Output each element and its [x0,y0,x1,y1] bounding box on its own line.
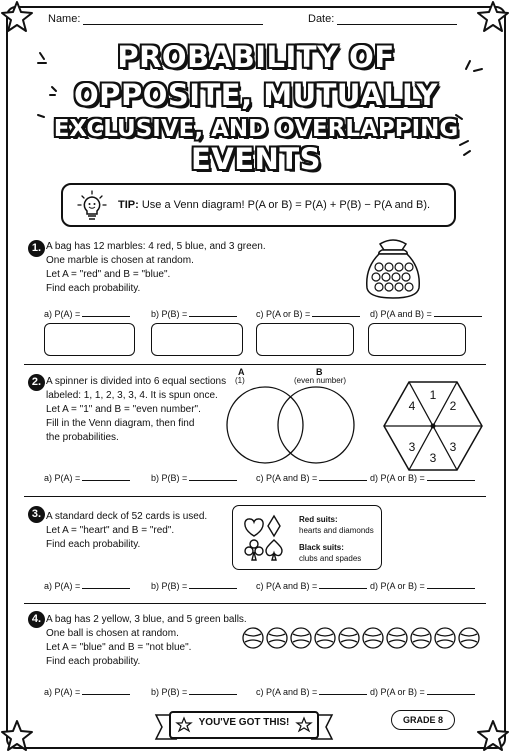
answer-4a[interactable] [44,686,130,697]
q4-line: One ball is chosen at random. [46,628,179,639]
black-suits-text: clubs and spades [299,554,362,563]
answer-blank[interactable] [427,686,475,695]
tip-box [61,183,456,227]
answer-2a[interactable] [44,472,130,483]
card-suits-box [232,505,382,570]
section-divider [24,364,486,365]
answer-1c[interactable] [256,308,360,319]
q4-line: A bag has 2 yellow, 3 blue, and 5 green balls. [46,614,247,625]
marble-bag-icon [362,232,424,300]
card-suits-icon [240,514,288,562]
ball-icon [339,628,359,648]
answer-1b[interactable] [151,308,237,319]
q2-line: Fill in the Venn diagram, then find [46,418,195,429]
venn-a-sublabel: (1) [235,376,245,385]
corner-star-icon [0,0,34,34]
answer-4b[interactable] [151,686,237,697]
question-3-number: 3. [28,506,45,523]
answer-label: c) P(A and B) = [256,473,318,483]
red-suits-title: Red suits: [299,515,338,524]
answer-label: b) P(B) = [151,581,188,591]
question-1-text [46,240,266,296]
spinner-section: 2 [449,399,457,413]
ball-icon [291,628,311,648]
q2-line: Let A = "1" and B = "even number". [46,404,201,415]
answer-label: a) P(A) = [44,687,81,697]
answer-2b[interactable] [151,472,237,483]
answer-label: b) P(B) = [151,473,188,483]
tip-formula: Use a Venn diagram! P(A or B) = P(A) + P(B) − P(A and B). [141,199,431,211]
answer-label: b) P(B) = [151,687,188,697]
title-line-3: EXCLUSIVE, AND OVERLAPPING [53,116,459,142]
answer-label: a) P(A) = [44,309,81,319]
answer-box-1a[interactable] [44,323,135,356]
ball-icon [459,628,479,648]
q4-line: Let A = "blue" and B = "not blue". [46,642,192,653]
answer-blank[interactable] [189,308,237,317]
answer-box-1c[interactable] [256,323,354,356]
q2-line: A spinner is divided into 6 equal sections [46,376,227,387]
ball-icon [387,628,407,648]
grade-badge: GRADE 8 [391,710,455,730]
answer-blank[interactable] [82,472,130,481]
q2-line: labeled: 1, 1, 2, 3, 3, 4. It is spun once. [46,390,218,401]
section-divider [24,603,486,604]
answer-blank[interactable] [434,308,482,317]
q4-line: Find each probability. [46,656,141,667]
corner-star-icon [476,719,510,753]
title-line-4: EVENTS [190,142,321,176]
answer-box-1d[interactable] [368,323,466,356]
title-line-1: PROBABILITY OF [117,40,395,74]
q2-line: the probabilities. [46,432,119,443]
answer-label: d) P(A or B) = [370,581,425,591]
name-field[interactable] [48,13,263,25]
date-field[interactable] [308,13,457,25]
tip-text [118,199,430,211]
answer-4c[interactable] [256,686,367,697]
balls-row [241,626,481,650]
q1-line: A bag has 12 marbles: 4 red, 5 blue, and 3 green. [46,241,266,252]
question-2-text [46,375,226,445]
answer-label: d) P(A and B) = [370,309,432,319]
answer-label: b) P(B) = [151,309,188,319]
spinner-diagram [380,380,486,472]
question-4-number: 4. [28,611,45,628]
venn-diagram[interactable] [218,385,363,465]
ball-icon [435,628,455,648]
answer-box-1b[interactable] [151,323,243,356]
question-4-text [46,613,247,669]
q1-line: One marble is chosen at random. [46,255,194,266]
date-label: Date: [308,13,335,25]
answer-label: a) P(A) = [44,473,81,483]
answer-1d[interactable] [370,308,482,319]
q3-line: Find each probability. [46,539,141,550]
question-1-number: 1. [28,240,45,257]
spinner-section: 3 [429,451,437,465]
answer-blank[interactable] [312,308,360,317]
answer-blank[interactable] [82,686,130,695]
banner-text: YOU'VE GOT THIS! [198,717,290,728]
answer-label: c) P(A and B) = [256,687,318,697]
spinner-section: 1 [429,388,437,402]
q1-line: Let A = "red" and B = "blue". [46,269,171,280]
answer-blank[interactable] [319,580,367,589]
answer-label: c) P(A or B) = [256,309,311,319]
answer-blank[interactable] [189,472,237,481]
lightbulb-icon [77,190,107,222]
answer-label: c) P(A and B) = [256,581,318,591]
title-line-2: OPPOSITE, MUTUALLY [74,78,438,112]
name-label: Name: [48,13,81,25]
answer-4d[interactable] [370,686,475,697]
answer-label: a) P(A) = [44,581,81,591]
venn-b-sublabel: (even number) [294,376,347,385]
name-line[interactable] [83,14,263,25]
answer-3a[interactable] [44,580,130,591]
answer-blank[interactable] [189,686,237,695]
answer-blank[interactable] [82,308,130,317]
answer-blank[interactable] [319,686,367,695]
q3-line: Let A = "heart" and B = "red". [46,525,175,536]
answer-blank[interactable] [189,580,237,589]
corner-star-icon [0,719,34,753]
answer-1a[interactable] [44,308,130,319]
spinner-section: 3 [408,440,416,454]
ball-icon [315,628,335,648]
tip-label: TIP: [118,199,139,211]
answer-label: d) P(A or B) = [370,473,425,483]
ball-icon [363,628,383,648]
black-suits-title: Black suits: [299,543,344,552]
answer-2c[interactable] [256,472,367,483]
answer-blank[interactable] [319,472,367,481]
answer-blank[interactable] [427,472,475,481]
corner-star-icon [476,0,510,34]
answer-3c[interactable] [256,580,367,591]
q3-line: A standard deck of 52 cards is used. [46,511,208,522]
answer-3d[interactable] [370,580,475,591]
answer-blank[interactable] [427,580,475,589]
q1-line: Find each probability. [46,283,141,294]
answer-2d[interactable] [370,472,475,483]
red-suits-text: hearts and diamonds [299,526,374,535]
ball-icon [267,628,287,648]
venn-b-label: B [316,367,323,377]
answer-3b[interactable] [151,580,237,591]
question-2-number: 2. [28,374,45,391]
ball-icon [411,628,431,648]
section-divider [24,496,486,497]
venn-a-label: A [238,367,245,377]
spinner-section: 3 [449,440,457,454]
answer-blank[interactable] [82,580,130,589]
date-line[interactable] [337,14,457,25]
ball-icon [243,628,263,648]
question-3-text [46,510,207,552]
answer-label: d) P(A or B) = [370,687,425,697]
spinner-section: 4 [408,399,416,413]
